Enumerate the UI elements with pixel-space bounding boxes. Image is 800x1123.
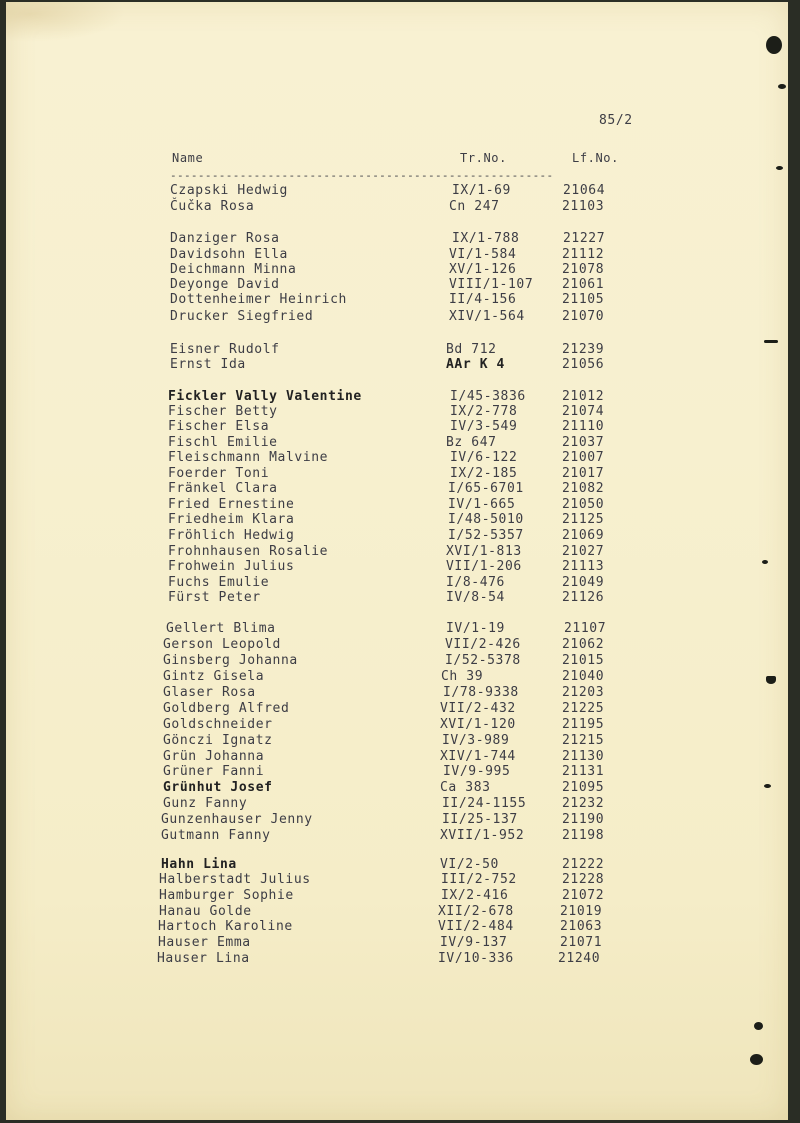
row-tr-no: XVI/1-120 xyxy=(440,717,516,732)
row-lf-no: 21228 xyxy=(562,872,605,887)
list-row xyxy=(0,622,800,637)
row-name: Hartoch Karoline xyxy=(158,919,293,934)
list-row xyxy=(0,702,800,717)
punch-hole-icon xyxy=(766,36,782,54)
row-lf-no: 21027 xyxy=(562,544,605,559)
row-tr-no: IX/2-778 xyxy=(450,404,518,419)
row-lf-no: 21215 xyxy=(562,733,605,748)
row-lf-no: 21082 xyxy=(562,481,605,496)
row-lf-no: 21113 xyxy=(562,559,605,574)
row-lf-no: 21227 xyxy=(563,231,606,246)
punch-hole-icon xyxy=(778,84,786,89)
row-lf-no: 21195 xyxy=(562,717,605,732)
row-tr-no: IX/2-416 xyxy=(441,888,509,903)
paper-stain xyxy=(6,2,126,42)
list-row xyxy=(0,358,800,373)
row-name: Fuchs Emulie xyxy=(168,575,270,590)
list-row xyxy=(0,920,800,935)
row-tr-no: XIV/1-744 xyxy=(440,749,516,764)
row-lf-no: 21095 xyxy=(562,780,605,795)
row-lf-no: 21107 xyxy=(564,621,607,636)
list-row xyxy=(0,936,800,951)
row-tr-no: XVII/1-952 xyxy=(440,828,525,843)
row-tr-no: IX/1-69 xyxy=(452,183,511,198)
row-lf-no: 21069 xyxy=(562,528,605,543)
row-tr-no: II/4-156 xyxy=(449,292,517,307)
row-tr-no: IV/9-137 xyxy=(440,935,508,950)
row-lf-no: 21012 xyxy=(562,389,605,404)
row-name: Gunz Fanny xyxy=(163,796,248,811)
row-lf-no: 21056 xyxy=(562,357,605,372)
row-name: Gunzenhauser Jenny xyxy=(161,812,313,827)
row-tr-no: I/52-5378 xyxy=(445,653,521,668)
punch-hole-icon xyxy=(754,1022,763,1030)
row-lf-no: 21198 xyxy=(562,828,605,843)
row-lf-no: 21062 xyxy=(562,637,605,652)
row-lf-no: 21232 xyxy=(562,796,605,811)
row-lf-no: 21050 xyxy=(562,497,605,512)
row-name: Davidsohn Ella xyxy=(170,247,288,262)
list-row xyxy=(0,513,800,528)
row-name: Deichmann Minna xyxy=(170,262,297,277)
row-tr-no: Ca 383 xyxy=(440,780,491,795)
row-name: Goldschneider xyxy=(163,717,273,732)
list-row xyxy=(0,451,800,466)
list-row xyxy=(0,750,800,765)
row-name: Hauser Lina xyxy=(157,951,250,966)
row-lf-no: 21239 xyxy=(562,342,605,357)
row-tr-no: XVI/1-813 xyxy=(446,544,522,559)
row-tr-no: Cn 247 xyxy=(449,199,500,214)
list-row xyxy=(0,765,800,780)
row-tr-no: VII/2-484 xyxy=(438,919,514,934)
row-tr-no: VI/2-50 xyxy=(440,857,499,872)
row-lf-no: 21007 xyxy=(562,450,605,465)
row-tr-no: II/24-1155 xyxy=(442,796,527,811)
list-row xyxy=(0,670,800,685)
row-tr-no: I/65-6701 xyxy=(448,481,524,496)
row-lf-no: 21103 xyxy=(562,199,605,214)
list-row xyxy=(0,686,800,701)
row-name: Fried Ernestine xyxy=(168,497,295,512)
row-name: Ginsberg Johanna xyxy=(163,653,298,668)
row-tr-no: IV/8-54 xyxy=(446,590,505,605)
row-tr-no: XIV/1-564 xyxy=(449,309,525,324)
list-row xyxy=(0,905,800,920)
row-lf-no: 21040 xyxy=(562,669,605,684)
row-name: Friedheim Klara xyxy=(168,512,295,527)
row-name: Fischl Emilie xyxy=(168,435,278,450)
row-tr-no: XII/2-678 xyxy=(438,904,514,919)
row-tr-no: I/8-476 xyxy=(446,575,505,590)
list-row xyxy=(0,545,800,560)
row-tr-no: IV/10-336 xyxy=(438,951,514,966)
row-tr-no: Bz 647 xyxy=(446,435,497,450)
row-tr-no: Ch 39 xyxy=(441,669,484,684)
list-row xyxy=(0,873,800,888)
list-row xyxy=(0,576,800,591)
list-row xyxy=(0,560,800,575)
row-lf-no: 21240 xyxy=(558,951,601,966)
row-tr-no: XV/1-126 xyxy=(449,262,517,277)
row-lf-no: 21126 xyxy=(562,590,605,605)
row-name: Gerson Leopold xyxy=(163,637,281,652)
list-row xyxy=(0,718,800,733)
list-row xyxy=(0,654,800,669)
row-name: Grünhut Josef xyxy=(163,780,273,795)
row-name: Fickler Vally Valentine xyxy=(168,389,362,404)
row-name: Fröhlich Hedwig xyxy=(168,528,295,543)
row-lf-no: 21072 xyxy=(562,888,605,903)
row-name: Dottenheimer Heinrich xyxy=(170,292,347,307)
row-lf-no: 21070 xyxy=(562,309,605,324)
row-tr-no: IX/1-788 xyxy=(452,231,520,246)
row-lf-no: 21130 xyxy=(562,749,605,764)
row-lf-no: 21015 xyxy=(562,653,605,668)
page-number: 85/2 xyxy=(599,113,633,128)
list-row xyxy=(0,529,800,544)
row-lf-no: 21061 xyxy=(562,277,605,292)
row-name: Fischer Elsa xyxy=(168,419,270,434)
list-row xyxy=(0,638,800,653)
row-lf-no: 21190 xyxy=(562,812,605,827)
row-tr-no: VII/2-426 xyxy=(445,637,521,652)
list-row xyxy=(0,482,800,497)
row-tr-no: IX/2-185 xyxy=(450,466,518,481)
list-row xyxy=(0,436,800,451)
list-row xyxy=(0,498,800,513)
row-name: Czapski Hedwig xyxy=(170,183,288,198)
list-row xyxy=(0,797,800,812)
column-header-lf-no: Lf.No. xyxy=(572,151,619,165)
row-name: Eisner Rudolf xyxy=(170,342,280,357)
row-name: Fischer Betty xyxy=(168,404,278,419)
row-lf-no: 21112 xyxy=(562,247,605,262)
row-lf-no: 21105 xyxy=(562,292,605,307)
row-lf-no: 21049 xyxy=(562,575,605,590)
row-name: Gutmann Fanny xyxy=(161,828,271,843)
row-name: Hamburger Sophie xyxy=(159,888,294,903)
row-lf-no: 21037 xyxy=(562,435,605,450)
list-row xyxy=(0,184,800,199)
row-lf-no: 21131 xyxy=(562,764,605,779)
list-row xyxy=(0,829,800,844)
row-name: Fränkel Clara xyxy=(168,481,278,496)
list-row xyxy=(0,248,800,263)
list-row xyxy=(0,263,800,278)
row-name: Gellert Blima xyxy=(166,621,276,636)
list-row xyxy=(0,813,800,828)
row-lf-no: 21019 xyxy=(560,904,603,919)
list-row xyxy=(0,781,800,796)
list-row xyxy=(0,420,800,435)
punch-hole-icon xyxy=(750,1054,763,1065)
row-name: Glaser Rosa xyxy=(163,685,256,700)
row-lf-no: 21071 xyxy=(560,935,603,950)
row-tr-no: IV/3-989 xyxy=(442,733,510,748)
list-row xyxy=(0,591,800,606)
row-name: Hahn Lina xyxy=(161,857,237,872)
row-lf-no: 21074 xyxy=(562,404,605,419)
row-name: Čučka Rosa xyxy=(170,199,255,214)
column-header-tr-no: Tr.No. xyxy=(460,151,507,165)
row-name: Danziger Rosa xyxy=(170,231,280,246)
row-lf-no: 21203 xyxy=(562,685,605,700)
row-name: Hauser Emma xyxy=(158,935,251,950)
row-lf-no: 21110 xyxy=(562,419,605,434)
row-lf-no: 21225 xyxy=(562,701,605,716)
row-name: Grüner Fanni xyxy=(163,764,265,779)
row-name: Grün Johanna xyxy=(163,749,265,764)
row-tr-no: I/48-5010 xyxy=(448,512,524,527)
row-tr-no: I/78-9338 xyxy=(443,685,519,700)
row-name: Fürst Peter xyxy=(168,590,261,605)
row-name: Halberstadt Julius xyxy=(159,872,311,887)
row-tr-no: VI/1-584 xyxy=(449,247,517,262)
list-row xyxy=(0,952,800,967)
list-row xyxy=(0,278,800,293)
list-row xyxy=(0,343,800,358)
row-tr-no: II/25-137 xyxy=(442,812,518,827)
row-name: Gönczi Ignatz xyxy=(163,733,273,748)
row-lf-no: 21017 xyxy=(562,466,605,481)
header-separator: ------------------------------------------------------- xyxy=(170,169,554,182)
list-row xyxy=(0,310,800,325)
row-name: Deyonge David xyxy=(170,277,280,292)
list-row xyxy=(0,232,800,247)
list-row xyxy=(0,405,800,420)
row-name: Fleischmann Malvine xyxy=(168,450,329,465)
row-tr-no: I/52-5357 xyxy=(448,528,524,543)
list-row xyxy=(0,889,800,904)
row-lf-no: 21078 xyxy=(562,262,605,277)
row-name: Foerder Toni xyxy=(168,466,270,481)
row-name: Hanau Golde xyxy=(159,904,252,919)
list-row xyxy=(0,293,800,308)
row-tr-no: IV/1-665 xyxy=(448,497,516,512)
row-lf-no: 21064 xyxy=(563,183,606,198)
row-tr-no: IV/3-549 xyxy=(450,419,518,434)
row-tr-no: IV/1-19 xyxy=(446,621,505,636)
row-tr-no: Bd 712 xyxy=(446,342,497,357)
list-row xyxy=(0,734,800,749)
row-tr-no: VIII/1-107 xyxy=(449,277,534,292)
row-name: Goldberg Alfred xyxy=(163,701,290,716)
row-tr-no: VII/1-206 xyxy=(446,559,522,574)
row-name: Frohnhausen Rosalie xyxy=(168,544,329,559)
list-row xyxy=(0,467,800,482)
row-tr-no: I/45-3836 xyxy=(450,389,526,404)
row-name: Ernst Ida xyxy=(170,357,246,372)
row-tr-no: III/2-752 xyxy=(441,872,517,887)
row-tr-no: IV/6-122 xyxy=(450,450,518,465)
row-tr-no: AAr K 4 xyxy=(446,357,505,372)
list-row xyxy=(0,390,800,405)
punch-hole-icon xyxy=(776,166,783,170)
list-row xyxy=(0,858,800,873)
row-tr-no: VII/2-432 xyxy=(440,701,516,716)
row-lf-no: 21063 xyxy=(560,919,603,934)
list-row xyxy=(0,200,800,215)
row-tr-no: IV/9-995 xyxy=(443,764,511,779)
row-name: Gintz Gisela xyxy=(163,669,265,684)
column-header-name: Name xyxy=(172,151,204,165)
row-lf-no: 21222 xyxy=(562,857,605,872)
row-name: Drucker Siegfried xyxy=(170,309,314,324)
row-lf-no: 21125 xyxy=(562,512,605,527)
row-name: Frohwein Julius xyxy=(168,559,295,574)
